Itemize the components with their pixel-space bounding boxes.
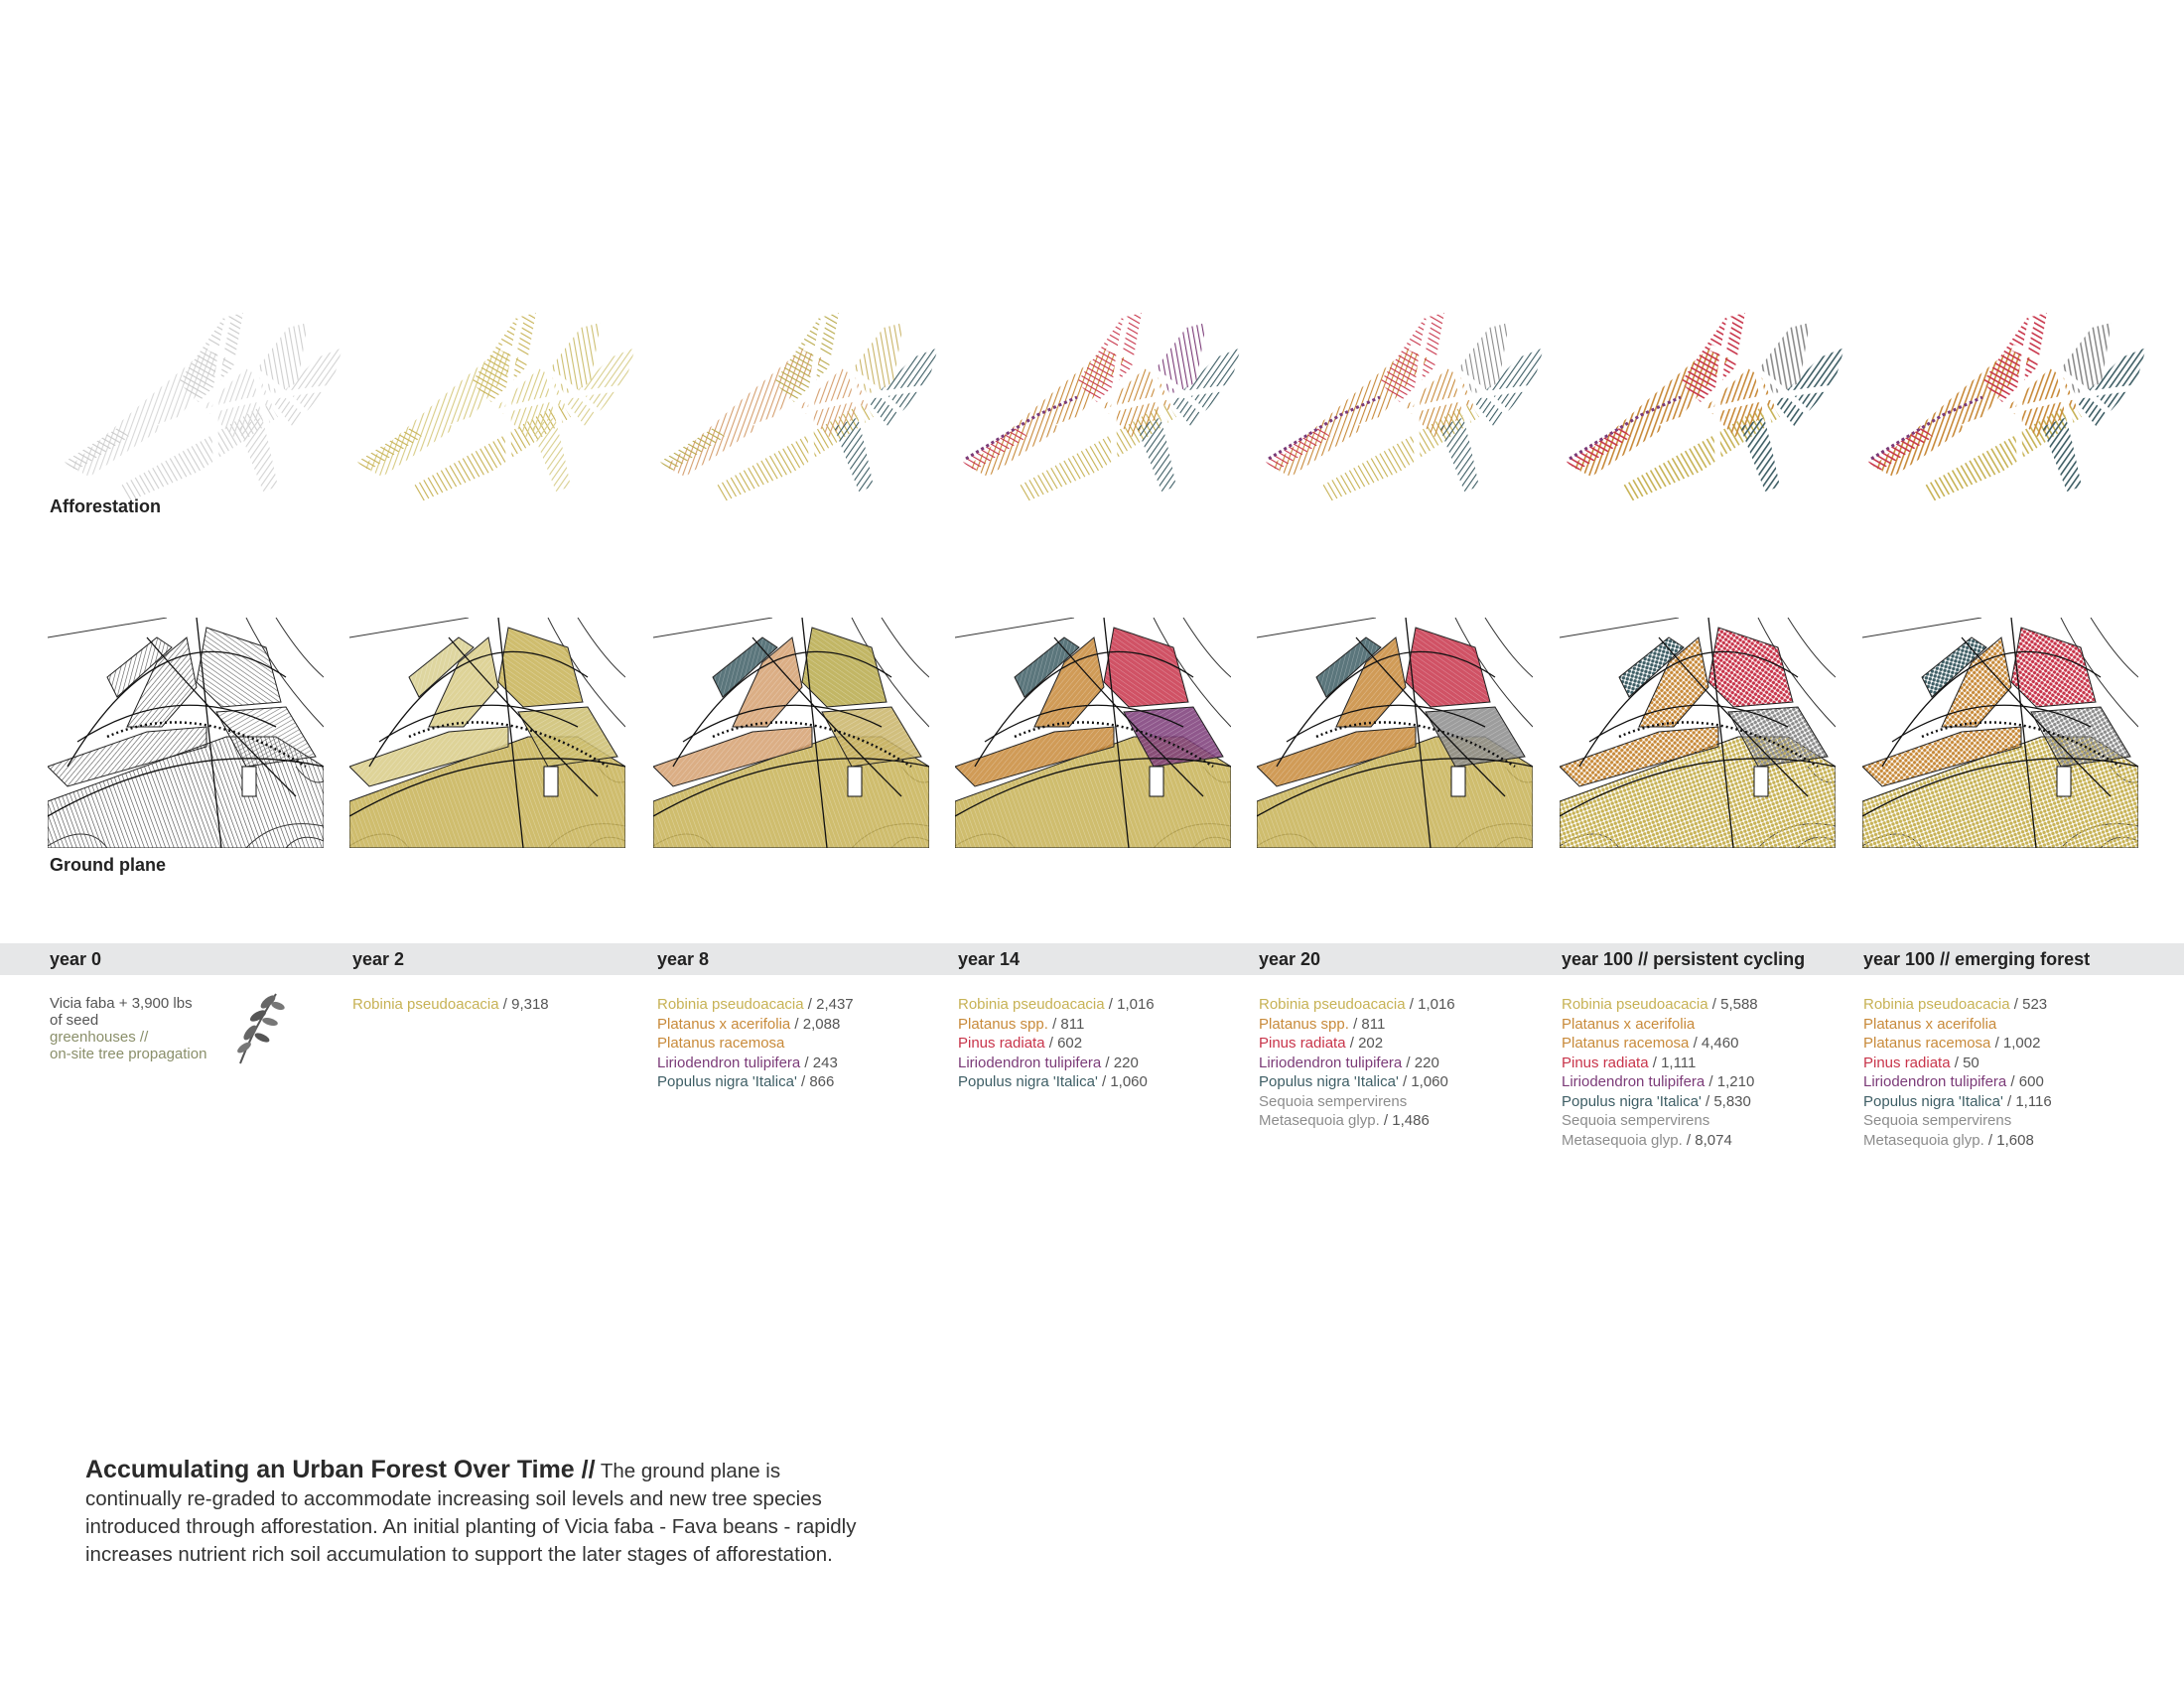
species-item (1863, 1072, 2052, 1092)
species-name: Sequoia sempervirens (1562, 1112, 1710, 1129)
species-item (657, 1054, 854, 1073)
species-count: / 866 (796, 1073, 835, 1090)
species-name: Liriodendron tulipifera (958, 1054, 1102, 1071)
species-item (1259, 1015, 1455, 1035)
species-item (1863, 1054, 2052, 1073)
year-label: year 100 // persistent cycling (1562, 949, 1806, 969)
species-name: Platanus racemosa (657, 1035, 785, 1052)
species-item (1562, 1034, 1758, 1054)
species-name: Platanus racemosa (1863, 1035, 1991, 1052)
species-count: / 8,074 (1682, 1131, 1732, 1149)
species-item (958, 1072, 1155, 1092)
year-label: year 2 (352, 949, 405, 969)
species-name: Platanus x acerifolia (1562, 1015, 1696, 1033)
species-name: Sequoia sempervirens (1863, 1112, 2012, 1129)
species-list (1259, 995, 1455, 1131)
afforestation-diagram (958, 288, 1246, 506)
species-item (1562, 1131, 1758, 1151)
species-name: Metasequoia glyp. (1259, 1112, 1380, 1129)
ground-plane-row-label: Ground plane (50, 855, 166, 875)
species-item (1259, 1092, 1455, 1112)
species-item (1562, 995, 1758, 1015)
ground-plane-diagram (955, 618, 1231, 848)
species-count: / 600 (2006, 1073, 2044, 1090)
species-name: of seed (50, 1012, 99, 1029)
species-count: / 202 (1345, 1035, 1384, 1052)
species-item (1562, 1015, 1758, 1035)
species-count: / 4,460 (1689, 1035, 1739, 1052)
species-count: / 1,016 (1405, 996, 1455, 1013)
ground-plane-diagram (1257, 618, 1533, 848)
afforestation-diagram (1562, 288, 1849, 506)
species-list (958, 995, 1155, 1092)
species-item (958, 1015, 1155, 1035)
ground-plane-diagram (48, 618, 324, 848)
species-item (958, 995, 1155, 1015)
species-item (1259, 1054, 1455, 1073)
species-name: Robinia pseudoacacia (1562, 996, 1708, 1013)
species-item (1863, 1034, 2052, 1054)
species-count: / 243 (800, 1054, 838, 1071)
ground-plane-diagram (349, 618, 625, 848)
species-list (352, 995, 549, 1015)
species-count: / 1,111 (1648, 1054, 1697, 1071)
species-count: / 811 (1047, 1015, 1085, 1033)
planting-regions (349, 628, 625, 848)
species-name: Liriodendron tulipifera (1863, 1073, 2007, 1090)
species-name: Populus nigra 'Italica' (1562, 1092, 1702, 1110)
afforestation-diagram (1863, 288, 2151, 506)
species-name: Pinus radiata (1259, 1035, 1346, 1052)
species-count: / 811 (1348, 1015, 1386, 1033)
year-label: year 100 // emerging forest (1863, 949, 2091, 969)
year-label: year 20 (1259, 949, 1321, 969)
species-count: / 5,830 (1701, 1092, 1751, 1110)
species-item (1863, 1092, 2052, 1112)
species-count: / 220 (1402, 1054, 1439, 1071)
species-item (958, 1034, 1155, 1054)
species-item (50, 1029, 228, 1046)
species-name: Robinia pseudoacacia (1259, 996, 1406, 1013)
species-name: Pinus radiata (1863, 1054, 1951, 1071)
species-list (1562, 995, 1758, 1150)
species-item (1562, 1111, 1758, 1131)
species-item (1562, 1054, 1758, 1073)
species-name: Platanus spp. (1259, 1015, 1349, 1033)
hatched-parcels (357, 313, 635, 501)
afforestation-diagram (352, 288, 640, 506)
species-name: Platanus racemosa (1562, 1035, 1690, 1052)
species-count: / 9,318 (498, 996, 549, 1013)
species-name: Metasequoia glyp. (1863, 1131, 1984, 1149)
species-item (1259, 995, 1455, 1015)
species-count: / 2,088 (790, 1015, 841, 1033)
species-name: Sequoia sempervirens (1259, 1092, 1408, 1110)
species-count: / 1,060 (1097, 1073, 1148, 1090)
species-count: / 1,608 (1983, 1131, 2034, 1149)
species-item (1863, 1015, 2052, 1035)
species-list (657, 995, 854, 1092)
hatched-parcels (1567, 313, 1844, 501)
species-item (657, 995, 854, 1015)
species-item (657, 1072, 854, 1092)
planting-regions (48, 628, 324, 848)
species-name: Robinia pseudoacacia (1863, 996, 2010, 1013)
species-item (1259, 1111, 1455, 1131)
hatched-parcels (1266, 313, 1544, 501)
species-name: Liriodendron tulipifera (1259, 1054, 1403, 1071)
species-name: Platanus spp. (958, 1015, 1048, 1033)
species-list (1863, 995, 2052, 1150)
ground-plane-diagram (1862, 618, 2138, 848)
species-name: Pinus radiata (958, 1035, 1045, 1052)
species-item (50, 995, 228, 1012)
hatched-parcels (660, 313, 938, 501)
species-name: Pinus radiata (1562, 1054, 1649, 1071)
species-list (50, 995, 228, 1062)
ground-plane-diagram (653, 618, 929, 848)
species-item (657, 1034, 854, 1054)
species-count: / 220 (1101, 1054, 1139, 1071)
species-count: / 1,116 (2002, 1092, 2052, 1110)
afforestation-diagram (1261, 288, 1549, 506)
planting-regions (1862, 628, 2138, 848)
year-label: year 14 (958, 949, 1021, 969)
species-count: / 602 (1044, 1035, 1083, 1052)
caption-body: The ground plane is continually re-graded to accommodate increasing soil levels and new tree species introduced through afforestation. An initial planting of Vicia faba - Fava beans - rapidly increases nutrient rich soil accumulation to support the later stages of afforestation. (85, 1460, 857, 1566)
species-item (50, 1046, 228, 1062)
planting-regions (1257, 628, 1533, 848)
ground-plane-diagram (1560, 618, 1836, 848)
species-item (1259, 1034, 1455, 1054)
planting-regions (653, 628, 929, 848)
species-item (1863, 995, 2052, 1015)
species-count: / 50 (1950, 1054, 1979, 1071)
species-item (657, 1015, 854, 1035)
species-count: / 1,060 (1398, 1073, 1448, 1090)
species-name: Populus nigra 'Italica' (1259, 1073, 1399, 1090)
year-label: year 0 (50, 949, 102, 969)
species-item (1562, 1072, 1758, 1092)
species-name: Robinia pseudoacacia (958, 996, 1105, 1013)
species-name: Populus nigra 'Italica' (1863, 1092, 2003, 1110)
species-name: Liriodendron tulipifera (1562, 1073, 1706, 1090)
species-name: Populus nigra 'Italica' (657, 1073, 797, 1090)
species-name: greenhouses // (50, 1029, 149, 1046)
year-band (0, 943, 2184, 975)
species-count: / 2,437 (803, 996, 854, 1013)
species-item (352, 995, 549, 1015)
hatched-parcels (65, 313, 342, 501)
species-count: / 1,486 (1379, 1112, 1430, 1129)
species-name: Liriodendron tulipifera (657, 1054, 801, 1071)
planting-regions (955, 628, 1231, 848)
species-name: on-site tree propagation (50, 1046, 207, 1062)
species-name: Metasequoia glyp. (1562, 1131, 1683, 1149)
species-count: / 5,588 (1707, 996, 1758, 1013)
species-count: / 1,002 (1990, 1035, 2041, 1052)
fava-sprig-icon (228, 988, 286, 1067)
species-item (1259, 1072, 1455, 1092)
caption (85, 1456, 860, 1569)
species-item (1562, 1092, 1758, 1112)
species-name: Robinia pseudoacacia (352, 996, 499, 1013)
hatched-parcels (1868, 313, 2146, 501)
afforestation-diagram (60, 288, 347, 506)
species-item (1863, 1111, 2052, 1131)
species-name: Platanus x acerifolia (657, 1015, 791, 1033)
species-count: / 1,016 (1104, 996, 1155, 1013)
year-label: year 8 (657, 949, 710, 969)
species-name: Platanus x acerifolia (1863, 1015, 1997, 1033)
species-name: Populus nigra 'Italica' (958, 1073, 1098, 1090)
caption-title: Accumulating an Urban Forest Over Time // (85, 1456, 596, 1483)
species-item (1863, 1131, 2052, 1151)
afforestation-row-label: Afforestation (50, 496, 161, 516)
species-item (50, 1012, 228, 1029)
afforestation-diagram (655, 288, 943, 506)
species-count: + 3,900 lbs (114, 995, 193, 1012)
planting-regions (1560, 628, 1836, 848)
species-name: Vicia faba (50, 995, 115, 1012)
species-count: / 523 (2009, 996, 2048, 1013)
hatched-parcels (963, 313, 1241, 501)
species-name: Robinia pseudoacacia (657, 996, 804, 1013)
species-count: / 1,210 (1705, 1073, 1755, 1090)
species-item (958, 1054, 1155, 1073)
